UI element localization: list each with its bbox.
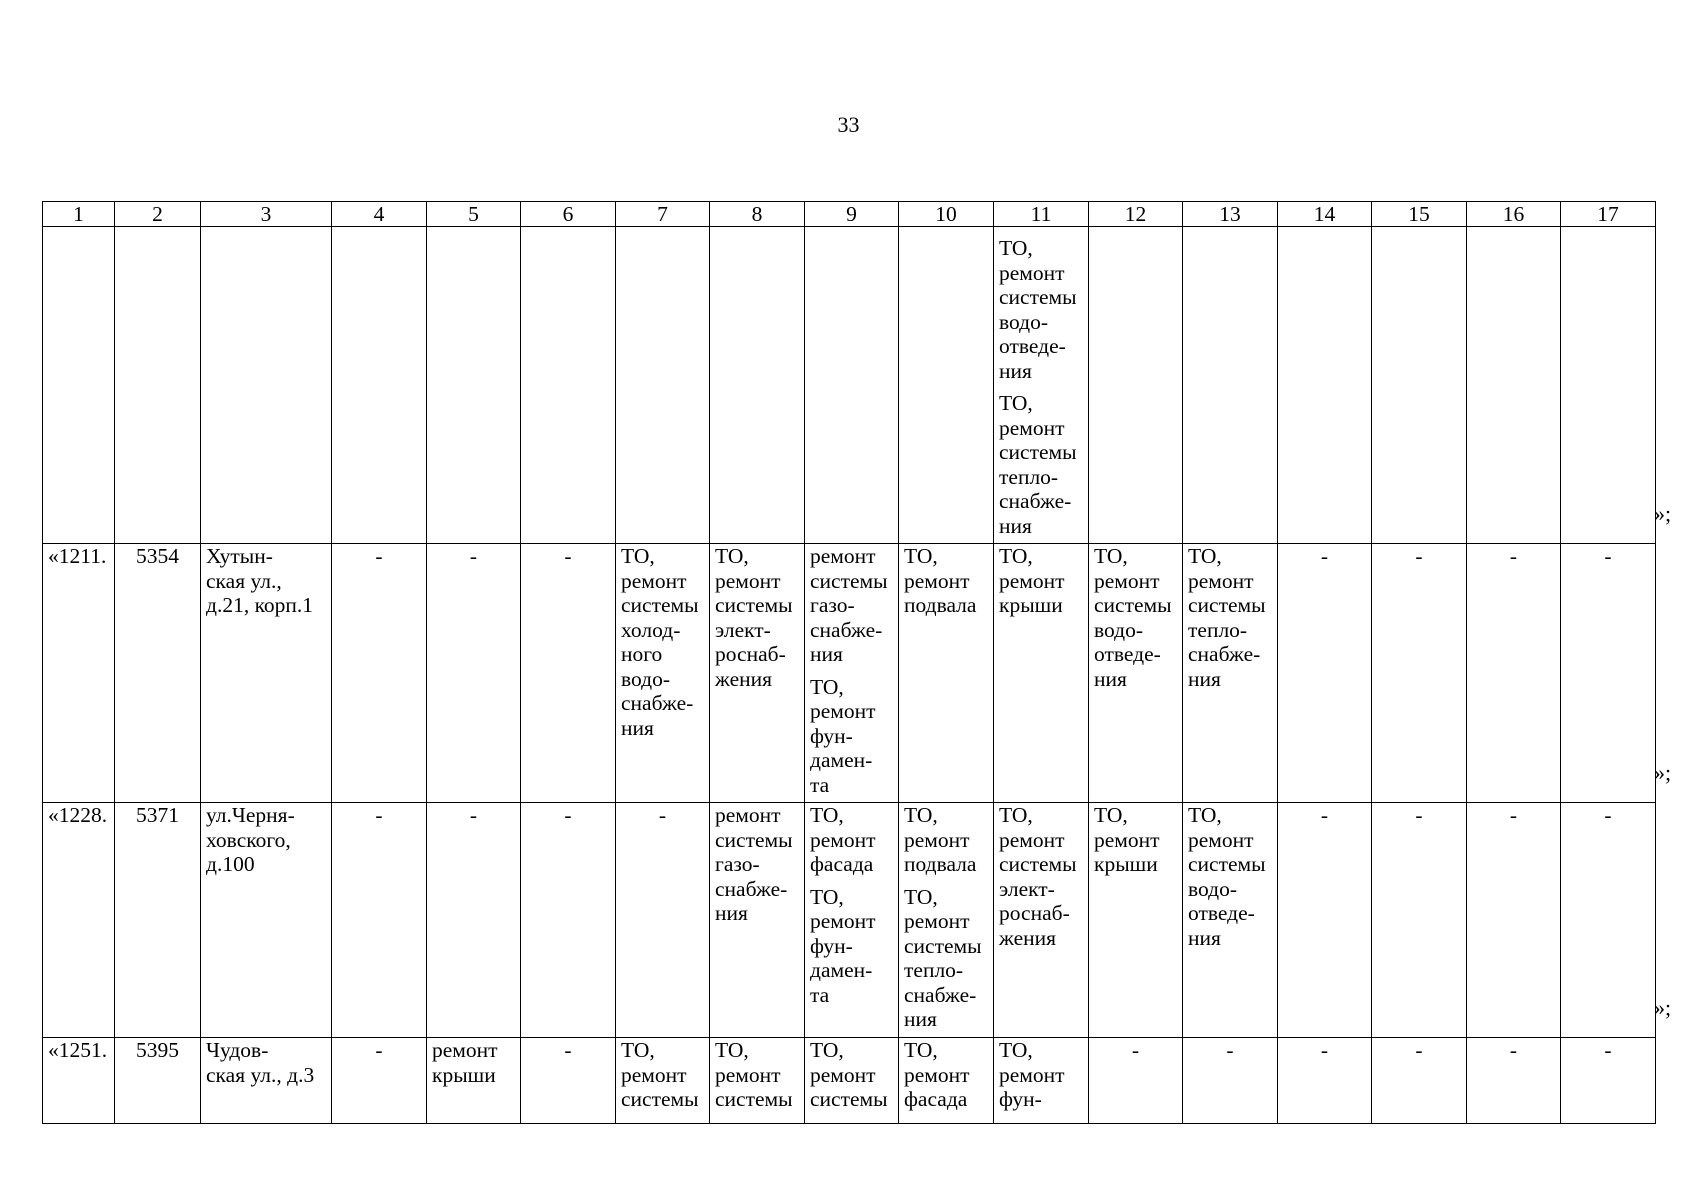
column-header-2: 2: [115, 202, 201, 227]
column-header-8: 8: [710, 202, 805, 227]
work-cell: [899, 227, 994, 544]
work-cell: [616, 1038, 710, 1124]
empty-dash-cell: [1467, 1038, 1561, 1124]
column-header-7: 7: [616, 202, 710, 227]
dash-mark: -: [1131, 1038, 1140, 1062]
work-cell: [1467, 227, 1561, 544]
work-item: ТО, ремонт системы водо- отведе- ния: [999, 236, 1077, 383]
empty-dash-cell: [616, 803, 710, 1038]
work-item: ТО, ремонт крыши: [999, 544, 1065, 617]
work-cell: [1183, 227, 1278, 544]
work-item: ТО, ремонт системы тепло- снабже- ния: [1188, 544, 1266, 691]
work-cell: [994, 803, 1089, 1038]
dash-mark: -: [375, 803, 383, 827]
work-cell: [994, 544, 1089, 803]
dash-mark: -: [469, 544, 478, 568]
column-header-9: 9: [805, 202, 899, 227]
dash-mark: -: [1415, 1038, 1423, 1062]
address-cell: [201, 227, 332, 544]
work-cell: [710, 227, 805, 544]
address-cell: ул.Черня- ховского, д.100: [201, 803, 332, 1038]
empty-dash-cell: [521, 803, 616, 1038]
dash-mark: -: [1509, 803, 1518, 827]
work-cell: [1089, 227, 1183, 544]
column-header-4: 4: [332, 202, 427, 227]
dash-mark: -: [375, 1038, 383, 1062]
work-item: ТО, ремонт системы: [810, 1038, 888, 1111]
column-header-17: 17: [1561, 202, 1656, 227]
work-cell: [1278, 227, 1372, 544]
empty-dash-cell: [1467, 803, 1561, 1038]
work-cell: [710, 803, 805, 1038]
empty-dash-cell: [1561, 1038, 1656, 1124]
work-item: ТО, ремонт системы водо- отведе- ния: [1188, 803, 1266, 950]
work-cell: [805, 803, 899, 1038]
dash-mark: -: [1226, 1038, 1234, 1062]
row-number: [43, 227, 115, 544]
dash-mark: -: [1509, 544, 1518, 568]
empty-dash-cell: [1278, 544, 1372, 803]
dash-mark: -: [375, 544, 383, 568]
column-header-5: 5: [427, 202, 521, 227]
work-item: ТО, ремонт подвала: [904, 803, 977, 876]
dash-mark: -: [469, 803, 478, 827]
empty-dash-cell: [427, 803, 521, 1038]
row-closer: »;: [1654, 994, 1672, 1020]
empty-dash-cell: [332, 544, 427, 803]
table-row: [43, 544, 1656, 803]
dash-mark: -: [1604, 803, 1612, 827]
empty-dash-cell: [427, 544, 521, 803]
work-cell: [710, 1038, 805, 1124]
work-item: ремонт системы газо- снабже- ния: [715, 803, 793, 925]
column-header-13: 13: [1183, 202, 1278, 227]
work-cell: [1561, 227, 1656, 544]
empty-dash-cell: [521, 1038, 616, 1124]
empty-dash-cell: [1183, 1038, 1278, 1124]
empty-dash-cell: [1372, 1038, 1467, 1124]
work-cell: [899, 544, 994, 803]
dash-mark: -: [1604, 544, 1612, 568]
table-row: [43, 803, 1656, 1038]
address-cell: Хутын- ская ул., д.21, корп.1: [201, 544, 332, 803]
column-header-16: 16: [1467, 202, 1561, 227]
work-cell: [1183, 544, 1278, 803]
work-cell: [899, 1038, 994, 1124]
empty-dash-cell: [1467, 544, 1561, 803]
work-cell: [616, 544, 710, 803]
dash-mark: -: [564, 803, 572, 827]
work-cell: [994, 1038, 1089, 1124]
work-cell: [1183, 803, 1278, 1038]
column-header-6: 6: [521, 202, 616, 227]
empty-dash-cell: [1561, 544, 1656, 803]
object-code: 5354: [115, 544, 201, 803]
dash-mark: -: [1320, 1038, 1329, 1062]
work-item: ремонт системы газо- снабже- ния: [810, 544, 888, 666]
work-item: ТО, ремонт системы холод- ного водо- снабже- ния: [621, 544, 699, 740]
empty-dash-cell: [1372, 544, 1467, 803]
address-cell: Чудов- ская ул., д.3: [201, 1038, 332, 1124]
dash-mark: -: [564, 1038, 572, 1062]
object-code: 5395: [115, 1038, 201, 1124]
work-item: ТО, ремонт системы элект- роснаб- жения: [999, 803, 1077, 950]
work-item: ТО, ремонт системы элект- роснаб- жения: [715, 544, 793, 691]
work-item: ТО, ремонт фасада: [904, 1038, 970, 1111]
work-cell: [521, 227, 616, 544]
empty-dash-cell: [332, 803, 427, 1038]
table-row: [43, 1038, 1656, 1124]
work-cell: [1372, 227, 1467, 544]
empty-dash-cell: [1561, 803, 1656, 1038]
work-cell: [899, 803, 994, 1038]
work-item: ТО, ремонт подвала: [904, 544, 977, 617]
work-cell: [805, 1038, 899, 1124]
row-number: «1228.: [43, 803, 115, 1038]
work-item: ТО, ремонт системы тепло- снабже- ния: [999, 391, 1077, 538]
header-row: [43, 202, 1656, 227]
work-cell: [427, 227, 521, 544]
column-header-14: 14: [1278, 202, 1372, 227]
column-header-11: 11: [994, 202, 1089, 227]
dash-mark: -: [1320, 803, 1329, 827]
table-row: [43, 227, 1656, 544]
empty-dash-cell: [1089, 1038, 1183, 1124]
dash-mark: -: [1415, 803, 1423, 827]
dash-mark: -: [1415, 544, 1423, 568]
work-cell: [1089, 544, 1183, 803]
page-number: 33: [837, 112, 860, 137]
work-cell: [616, 227, 710, 544]
work-cell: [805, 544, 899, 803]
work-item: ТО, ремонт крыши: [1094, 803, 1160, 876]
object-code: [115, 227, 201, 544]
work-item: ТО, ремонт системы: [715, 1038, 793, 1111]
dash-mark: -: [1604, 1038, 1612, 1062]
column-header-10: 10: [899, 202, 994, 227]
empty-dash-cell: [1372, 803, 1467, 1038]
work-item: ТО, ремонт системы тепло- снабже- ния: [904, 884, 982, 1031]
empty-dash-cell: [332, 1038, 427, 1124]
work-item: ТО, ремонт фасада: [810, 803, 876, 876]
work-item: ТО, ремонт системы водо- отведе- ния: [1094, 544, 1172, 691]
work-cell: [1089, 803, 1183, 1038]
dash-mark: -: [564, 544, 572, 568]
dash-mark: -: [1509, 1038, 1518, 1062]
row-closer: »;: [1654, 759, 1672, 785]
work-item: ТО, ремонт системы: [621, 1038, 699, 1111]
row-number: «1211.: [43, 544, 115, 803]
table-body: [43, 227, 1656, 1124]
object-code: 5371: [115, 803, 201, 1038]
work-item: ТО, ремонт фун-: [999, 1038, 1065, 1111]
empty-dash-cell: [1278, 1038, 1372, 1124]
row-number: «1251.: [43, 1038, 115, 1124]
dash-mark: -: [1320, 544, 1329, 568]
empty-dash-cell: [1278, 803, 1372, 1038]
empty-dash-cell: [521, 544, 616, 803]
works-table: [42, 201, 1656, 1124]
column-header-15: 15: [1372, 202, 1467, 227]
work-item: ТО, ремонт фун- дамен- та: [810, 884, 876, 1007]
work-item: ремонт крыши: [432, 1038, 498, 1087]
row-closer: »;: [1654, 500, 1672, 526]
column-header-3: 3: [201, 202, 332, 227]
dash-mark: -: [658, 803, 667, 827]
work-item: ТО, ремонт фун- дамен- та: [810, 674, 876, 797]
column-header-1: 1: [43, 202, 115, 227]
work-cell: [332, 227, 427, 544]
work-cell: [805, 227, 899, 544]
column-header-12: 12: [1089, 202, 1183, 227]
work-cell: [994, 227, 1089, 544]
work-cell: [427, 1038, 521, 1124]
work-cell: [710, 544, 805, 803]
